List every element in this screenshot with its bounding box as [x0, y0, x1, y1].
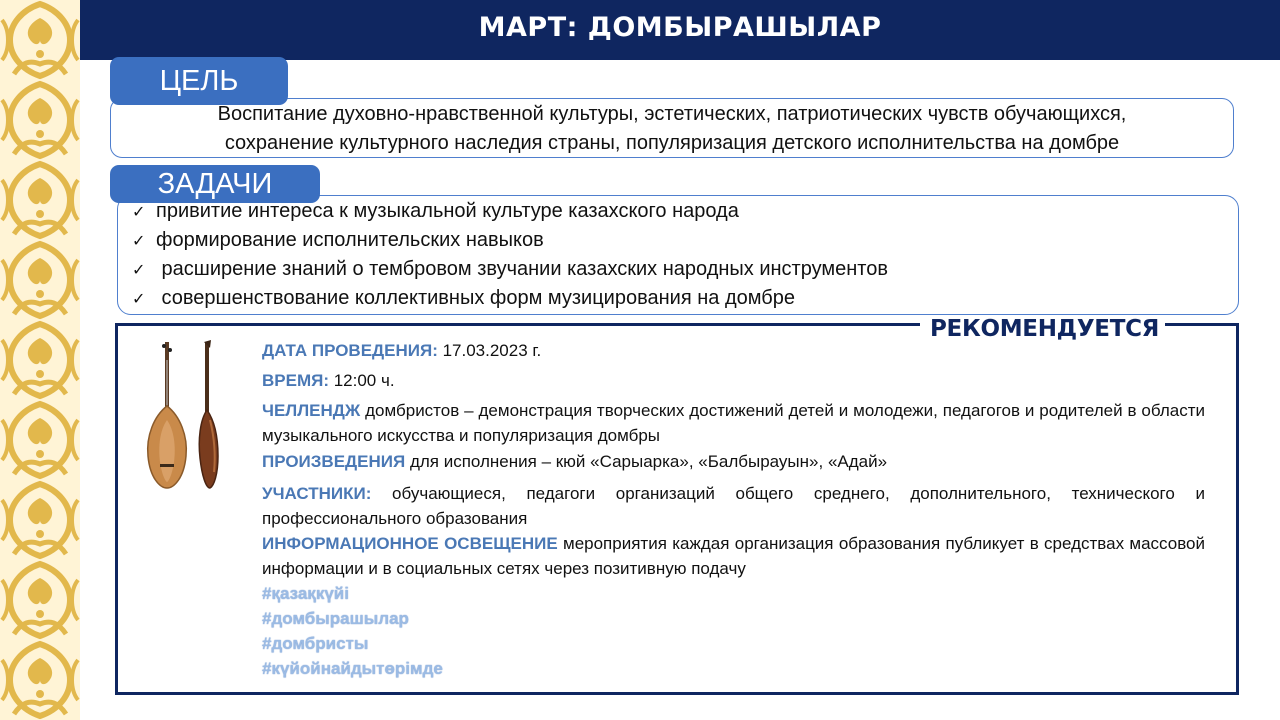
hashtag: #домбристы	[262, 634, 369, 653]
tasks-label: ЗАДАЧИ	[110, 165, 320, 203]
participants-label: УЧАСТНИКИ:	[262, 484, 372, 503]
check-icon: ✓	[132, 262, 146, 279]
goal-label: ЦЕЛЬ	[110, 57, 288, 105]
task-text: расширение знаний о тембровом звучании казахских народных инструментов	[156, 258, 888, 280]
works-row	[262, 449, 1205, 474]
task-text: совершенствование коллективных форм музицирования на домбре	[156, 287, 795, 309]
coverage-paragraph	[262, 531, 1205, 581]
coverage-text: мероприятия каждая организация образования публикует в средствах массовой информации и в социальных сетях через позитивную подачу	[262, 534, 1205, 578]
header-bar	[80, 0, 1280, 60]
date-label: ДАТА ПРОВЕДЕНИЯ:	[262, 341, 438, 360]
task-item	[132, 200, 739, 223]
page-title: МАРТ: ДОМБЫРАШЫЛАР	[478, 12, 882, 43]
challenge-label: ЧЕЛЛЕНДЖ	[262, 401, 361, 420]
dombra-icon	[140, 340, 230, 495]
participants-text: обучающиеся, педагоги организаций общего среднего, дополнительного, технического и профессионального образования	[262, 484, 1205, 528]
date-row	[262, 338, 1205, 363]
kazakh-ornament-border	[0, 0, 80, 720]
coverage-label: ИНФОРМАЦИОННОЕ ОСВЕЩЕНИЕ	[262, 534, 558, 553]
challenge-text: домбристов – демонстрация творческих достижений детей и молодежи, педагогов и родителей в области музыкального искусства и популяризация домбры	[262, 401, 1205, 445]
goal-line-1: Воспитание духовно-нравственной культуры, эстетических, патриотических чувств обучающихся,	[217, 103, 1127, 125]
task-item	[132, 258, 888, 281]
task-item	[132, 229, 544, 252]
hashtag: #домбырашылар	[262, 609, 409, 628]
recommended-title: РЕКОМЕНДУЕТСЯ	[930, 316, 1160, 342]
challenge-paragraph	[262, 398, 1205, 448]
goal-line-2: сохранение культурного наследия страны, популяризация детского исполнительства на домбре	[224, 132, 1120, 154]
check-icon: ✓	[132, 204, 146, 221]
time-value: 12:00 ч.	[329, 371, 395, 390]
works-label: ПРОИЗВЕДЕНИЯ	[262, 452, 406, 471]
check-icon: ✓	[132, 291, 146, 308]
goal-text	[110, 100, 1234, 158]
hashtag: #күйойнайдытөрімде	[262, 659, 443, 678]
task-item	[132, 287, 795, 310]
task-text: привитие интереса к музыкальной культуре казахского народа	[156, 200, 739, 222]
task-text: формирование исполнительских навыков	[156, 229, 544, 251]
participants-paragraph	[262, 481, 1205, 531]
hashtag: #қазақкүйі	[262, 584, 349, 603]
check-icon: ✓	[132, 233, 146, 250]
time-label: ВРЕМЯ:	[262, 371, 329, 390]
time-row	[262, 368, 1205, 393]
date-value: 17.03.2023 г.	[437, 341, 542, 360]
works-text: для исполнения – кюй «Сарыарка», «Балбырауын», «Адай»	[405, 452, 888, 471]
